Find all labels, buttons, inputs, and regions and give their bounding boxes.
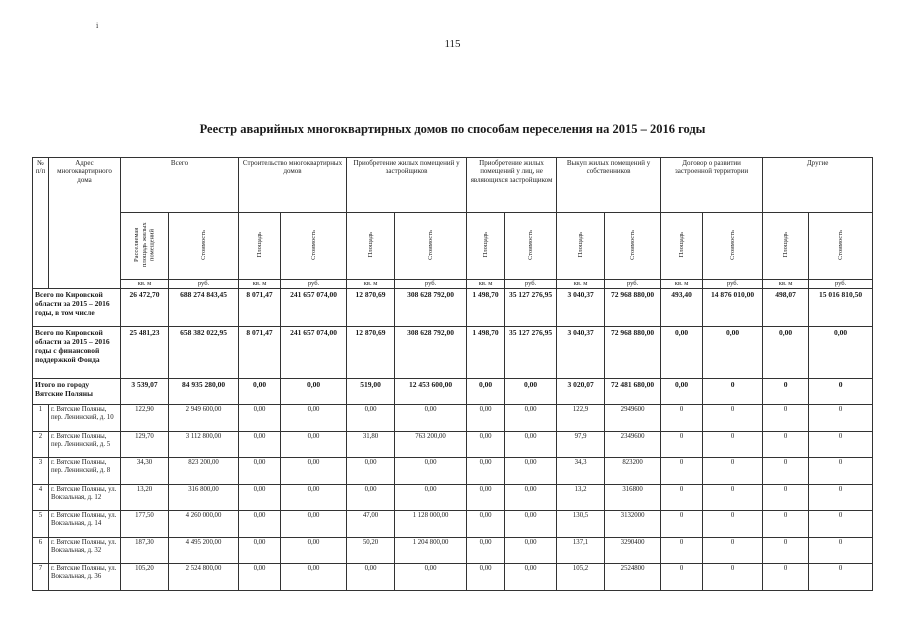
table-cell: 2524800 xyxy=(605,564,661,591)
total-label: Итого по городу Вятские Поляны xyxy=(33,379,121,405)
table-cell: 1 128 000,00 xyxy=(395,511,467,538)
table-cell: 1 204 800,00 xyxy=(395,537,467,564)
table-cell: 0,00 xyxy=(467,431,505,458)
table-cell: 0,00 xyxy=(467,511,505,538)
table-row xyxy=(33,431,873,458)
total-cell: 493,40 xyxy=(661,289,703,327)
subheader-area: Площадь xyxy=(255,232,263,258)
total-row xyxy=(33,379,873,405)
table-cell: 0,00 xyxy=(395,458,467,485)
row-address: г. Вятские Поляны, пер. Ленинский, д. 8 xyxy=(49,458,121,485)
table-cell: 0 xyxy=(661,484,703,511)
total-cell: 3 040,37 xyxy=(557,327,605,379)
table-cell: 0 xyxy=(661,431,703,458)
table-body xyxy=(33,289,873,591)
total-cell: 241 657 074,00 xyxy=(281,289,347,327)
subheader-cost: Стоимость xyxy=(426,229,434,260)
table-cell: 0 xyxy=(763,405,809,432)
total-cell: 14 876 010,00 xyxy=(703,289,763,327)
table-cell: 0,00 xyxy=(281,511,347,538)
table-cell: 0 xyxy=(661,564,703,591)
total-cell: 72 968 880,00 xyxy=(605,327,661,379)
unit-area: кв. м xyxy=(239,280,281,289)
table-cell: 0,00 xyxy=(281,484,347,511)
table-cell: 0 xyxy=(661,511,703,538)
table-cell: 4 495 200,00 xyxy=(169,537,239,564)
row-address: г. Вятские Поляны, ул. Вокзальная, д. 12 xyxy=(49,484,121,511)
unit-cost: руб. xyxy=(281,280,347,289)
subheader-cost: Стоимость xyxy=(836,229,844,260)
total-row xyxy=(33,327,873,379)
total-cell: 25 481,23 xyxy=(121,327,169,379)
table-cell: 0 xyxy=(809,431,873,458)
total-cell: 12 870,69 xyxy=(347,289,395,327)
total-cell: 8 071,47 xyxy=(239,327,281,379)
row-address: г. Вятские Поляны, ул. Вокзальная, д. 14 xyxy=(49,511,121,538)
table-cell: 0,00 xyxy=(347,405,395,432)
subheader-cost: Стоимость xyxy=(728,229,736,260)
table-cell: 0,00 xyxy=(505,458,557,485)
scan-mark: ⅰ xyxy=(96,22,99,30)
table-cell: 4 260 000,00 xyxy=(169,511,239,538)
table-cell: 0,00 xyxy=(505,431,557,458)
table-cell: 0 xyxy=(703,405,763,432)
table-row xyxy=(33,511,873,538)
table-cell: 0,00 xyxy=(239,511,281,538)
total-cell: 72 481 680,00 xyxy=(605,379,661,405)
subheader-cost: Стоимость xyxy=(199,229,207,260)
header-group-other: Другие xyxy=(763,158,873,213)
total-cell: 12 870,69 xyxy=(347,327,395,379)
table-cell: 0 xyxy=(809,405,873,432)
total-cell: 0,00 xyxy=(505,379,557,405)
header-address: Адрес многоквартирного дома xyxy=(49,158,121,289)
total-cell: 0 xyxy=(763,379,809,405)
header-group-development-agreement: Договор о развитии застроенной территории xyxy=(661,158,763,213)
unit-cost: руб. xyxy=(703,280,763,289)
total-cell: 498,07 xyxy=(763,289,809,327)
total-cell: 3 539,07 xyxy=(121,379,169,405)
subheader-resettled-area: Расселяемая площадь жилых помещений xyxy=(132,222,156,268)
table-cell: 0,00 xyxy=(239,537,281,564)
table-cell: 0 xyxy=(661,458,703,485)
table-cell: 105,2 xyxy=(557,564,605,591)
table-cell: 0,00 xyxy=(239,458,281,485)
table-cell: 129,70 xyxy=(121,431,169,458)
table-cell: 0,00 xyxy=(347,458,395,485)
table-cell: 0 xyxy=(703,431,763,458)
header-group-construction: Строительство многоквартирных домов xyxy=(239,158,347,213)
table-cell: 0 xyxy=(809,511,873,538)
row-number: 2 xyxy=(33,431,49,458)
units-row xyxy=(33,280,873,289)
table-cell: 0 xyxy=(763,511,809,538)
total-cell: 519,00 xyxy=(347,379,395,405)
table-cell: 97,9 xyxy=(557,431,605,458)
table-cell: 0,00 xyxy=(467,564,505,591)
unit-area: кв. м xyxy=(121,280,169,289)
total-cell: 0 xyxy=(703,379,763,405)
total-cell: 658 382 022,95 xyxy=(169,327,239,379)
table-cell: 316800 xyxy=(605,484,661,511)
total-cell: 15 016 810,50 xyxy=(809,289,873,327)
table-cell: 0,00 xyxy=(505,405,557,432)
row-number: 1 xyxy=(33,405,49,432)
unit-cost: руб. xyxy=(809,280,873,289)
table-cell: 0,00 xyxy=(505,511,557,538)
row-number: 6 xyxy=(33,537,49,564)
total-cell: 0,00 xyxy=(239,379,281,405)
table-cell: 0,00 xyxy=(239,405,281,432)
table-cell: 3132000 xyxy=(605,511,661,538)
table-cell: 0 xyxy=(763,564,809,591)
header-row xyxy=(33,158,873,213)
table-cell: 823200 xyxy=(605,458,661,485)
table-cell: 0 xyxy=(703,564,763,591)
total-cell: 3 020,07 xyxy=(557,379,605,405)
table-cell: 0 xyxy=(809,458,873,485)
row-number: 5 xyxy=(33,511,49,538)
total-cell: 1 498,70 xyxy=(467,327,505,379)
table-cell: 0,00 xyxy=(281,431,347,458)
table-row xyxy=(33,537,873,564)
unit-cost: руб. xyxy=(605,280,661,289)
table-cell: 13,2 xyxy=(557,484,605,511)
total-cell: 0,00 xyxy=(467,379,505,405)
total-cell: 0 xyxy=(809,379,873,405)
table-cell: 0 xyxy=(809,484,873,511)
table-cell: 0 xyxy=(661,405,703,432)
row-address: г. Вятские Поляны, пер. Ленинский, д. 5 xyxy=(49,431,121,458)
total-row xyxy=(33,289,873,327)
total-cell: 308 628 792,00 xyxy=(395,327,467,379)
table-cell: 130,5 xyxy=(557,511,605,538)
table-cell: 0 xyxy=(763,458,809,485)
table-cell: 0,00 xyxy=(281,458,347,485)
table-cell: 122,9 xyxy=(557,405,605,432)
document-title: Реестр аварийных многоквартирных домов по способам переселения на 2015 – 2016 годы xyxy=(199,122,706,136)
table-cell: 0 xyxy=(703,511,763,538)
unit-cost: руб. xyxy=(169,280,239,289)
total-cell: 688 274 843,45 xyxy=(169,289,239,327)
table-cell: 0,00 xyxy=(239,431,281,458)
total-cell: 84 935 280,00 xyxy=(169,379,239,405)
table-cell: 0,00 xyxy=(467,458,505,485)
subheader-cost: Стоимость xyxy=(309,229,317,260)
subheader-cost: Стоимость xyxy=(628,229,636,260)
row-number: 3 xyxy=(33,458,49,485)
table-cell: 0 xyxy=(703,458,763,485)
unit-area: кв. м xyxy=(467,280,505,289)
row-number: 7 xyxy=(33,564,49,591)
unit-area: кв. м xyxy=(661,280,703,289)
total-label: Всего по Кировской области за 2015 – 2016 годы с финансовой поддержкой Фонда xyxy=(33,327,121,379)
table-cell: 0 xyxy=(809,564,873,591)
table-row xyxy=(33,405,873,432)
table-cell: 0 xyxy=(763,537,809,564)
total-cell: 1 498,70 xyxy=(467,289,505,327)
total-cell: 0,00 xyxy=(763,327,809,379)
unit-area: кв. м xyxy=(347,280,395,289)
row-address: г. Вятские Поляны, ул. Вокзальная, д. 32 xyxy=(49,537,121,564)
table-cell: 0,00 xyxy=(505,537,557,564)
table-cell: 122,90 xyxy=(121,405,169,432)
table-cell: 0 xyxy=(661,537,703,564)
table-cell: 0,00 xyxy=(281,405,347,432)
unit-cost: руб. xyxy=(395,280,467,289)
unit-area: кв. м xyxy=(557,280,605,289)
total-cell: 8 071,47 xyxy=(239,289,281,327)
unit-cost: руб. xyxy=(505,280,557,289)
table-cell: 0 xyxy=(763,431,809,458)
total-cell: 12 453 600,00 xyxy=(395,379,467,405)
header-group-developer-purchase: Приобретение жилых помещений у застройщиков xyxy=(347,158,467,213)
row-address: г. Вятские Поляны, ул. Вокзальная, д. 36 xyxy=(49,564,121,591)
table-cell: 34,30 xyxy=(121,458,169,485)
table-cell: 0,00 xyxy=(505,564,557,591)
table-cell: 2949600 xyxy=(605,405,661,432)
total-cell: 3 040,37 xyxy=(557,289,605,327)
header-group-total: Всего xyxy=(121,158,239,213)
total-cell: 0,00 xyxy=(703,327,763,379)
table-cell: 0,00 xyxy=(239,484,281,511)
table-row xyxy=(33,564,873,591)
table-cell: 0,00 xyxy=(467,484,505,511)
table-cell: 50,20 xyxy=(347,537,395,564)
table-cell: 0,00 xyxy=(467,537,505,564)
table-cell: 34,3 xyxy=(557,458,605,485)
header-group-buyout: Выкуп жилых помещений у собственников xyxy=(557,158,661,213)
table-cell: 0,00 xyxy=(281,537,347,564)
table-cell: 0,00 xyxy=(347,564,395,591)
total-cell: 26 472,70 xyxy=(121,289,169,327)
subheader-area: Площадь xyxy=(781,232,789,258)
table-cell: 0 xyxy=(763,484,809,511)
table-cell: 13,20 xyxy=(121,484,169,511)
table-cell: 137,1 xyxy=(557,537,605,564)
table-cell: 2 524 800,00 xyxy=(169,564,239,591)
total-cell: 241 657 074,00 xyxy=(281,327,347,379)
table-cell: 0 xyxy=(703,484,763,511)
table-cell: 0 xyxy=(703,537,763,564)
table-cell: 0,00 xyxy=(281,564,347,591)
subheader-area: Площадь xyxy=(677,232,685,258)
table-cell: 0,00 xyxy=(505,484,557,511)
table-cell: 47,00 xyxy=(347,511,395,538)
total-cell: 0,00 xyxy=(809,327,873,379)
subheader-area: Площадь xyxy=(366,232,374,258)
header-group-non-developer-purchase: Приобретение жилых помещений у лиц, не являющихся застройщиком xyxy=(467,158,557,213)
table-cell: 0,00 xyxy=(395,484,467,511)
row-number: 4 xyxy=(33,484,49,511)
total-cell: 35 127 276,95 xyxy=(505,289,557,327)
table-cell: 0,00 xyxy=(395,564,467,591)
page-number: 115 xyxy=(444,38,461,50)
table-cell: 823 200,00 xyxy=(169,458,239,485)
table-cell: 0,00 xyxy=(347,484,395,511)
table-cell: 763 200,00 xyxy=(395,431,467,458)
registry-table xyxy=(32,157,873,591)
table-cell: 0,00 xyxy=(467,405,505,432)
table-cell: 2349600 xyxy=(605,431,661,458)
table-cell: 316 800,00 xyxy=(169,484,239,511)
row-address: г. Вятские Поляны, пер. Ленинский, д. 10 xyxy=(49,405,121,432)
total-label: Всего по Кировской области за 2015 – 2016 годы, в том числе xyxy=(33,289,121,327)
table-cell: 3 112 800,00 xyxy=(169,431,239,458)
table-cell: 3290400 xyxy=(605,537,661,564)
table-cell: 105,20 xyxy=(121,564,169,591)
table-row xyxy=(33,458,873,485)
total-cell: 35 127 276,95 xyxy=(505,327,557,379)
total-cell: 0,00 xyxy=(281,379,347,405)
table-cell: 0 xyxy=(809,537,873,564)
subheader-cost: Стоимость xyxy=(526,229,534,260)
unit-area: кв. м xyxy=(763,280,809,289)
table-cell: 177,50 xyxy=(121,511,169,538)
total-cell: 72 968 880,00 xyxy=(605,289,661,327)
total-cell: 308 628 792,00 xyxy=(395,289,467,327)
table-cell: 0,00 xyxy=(239,564,281,591)
table-cell: 0,00 xyxy=(395,405,467,432)
subheader-area: Площадь xyxy=(481,232,489,258)
subheader-area: Площадь xyxy=(576,232,584,258)
table-cell: 187,30 xyxy=(121,537,169,564)
header-no: № п/п xyxy=(33,158,49,289)
subheader-row xyxy=(33,213,873,280)
table-cell: 2 949 600,00 xyxy=(169,405,239,432)
total-cell: 0,00 xyxy=(661,379,703,405)
table-row xyxy=(33,484,873,511)
total-cell: 0,00 xyxy=(661,327,703,379)
table-cell: 31,80 xyxy=(347,431,395,458)
